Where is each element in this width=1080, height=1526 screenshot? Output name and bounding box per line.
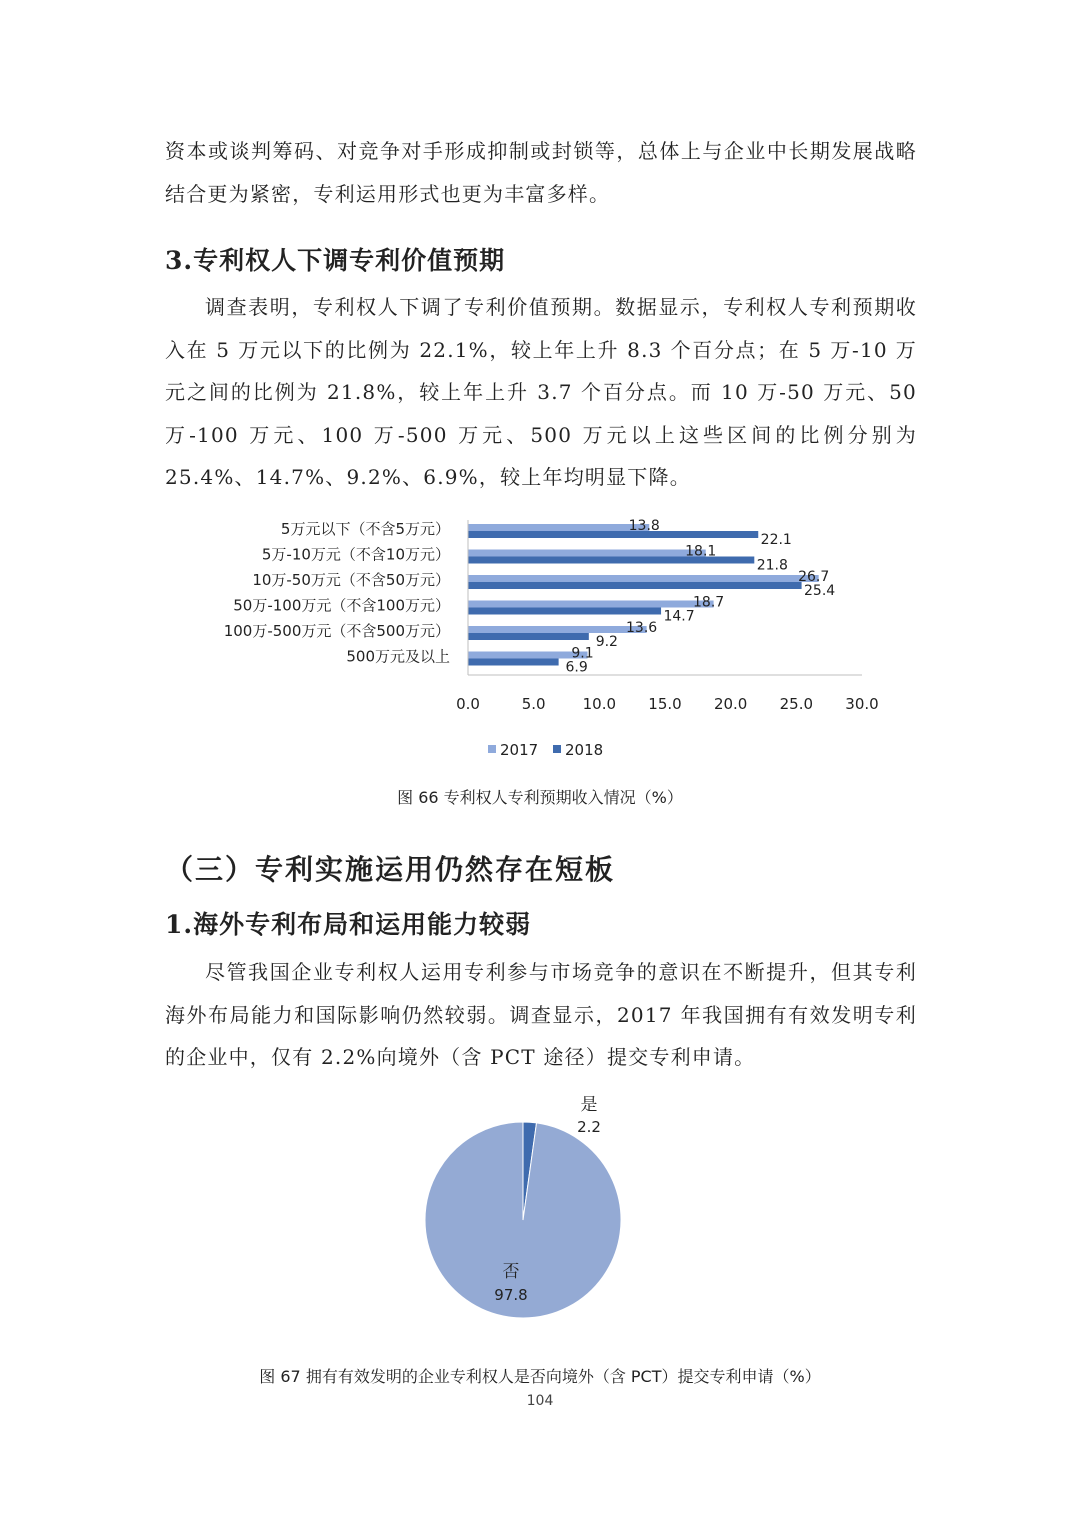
bar-value-label: 18.1 <box>685 543 717 560</box>
section-3-heading: 3.专利权人下调专利价值预期 <box>165 246 506 275</box>
section-1-heading: 1.海外专利布局和运用能力较弱 <box>165 910 532 939</box>
category-label: 100万-500万元（不含500万元） <box>223 622 450 640</box>
pie-value-no: 97.8 <box>494 1286 528 1304</box>
bar-value-label: 6.9 <box>565 659 588 676</box>
x-tick-label: 15.0 <box>648 695 682 713</box>
bar-2017 <box>468 601 714 608</box>
bar-2018 <box>468 659 559 666</box>
category-label: 5万-10万元（不含10万元） <box>261 545 450 564</box>
x-tick-label: 30.0 <box>845 695 879 713</box>
pie-label-yes: 是 <box>580 1095 598 1115</box>
bar-2017 <box>468 550 706 557</box>
bar-2017 <box>468 626 647 633</box>
legend-swatch-2017 <box>488 745 496 753</box>
intro-paragraph: 资本或谈判筹码、对竞争对手形成抑制或封锁等，总体上与企业中长期发展战略结合更为紧密，专利运用形式也更为丰富多样。 <box>165 139 917 206</box>
category-label: 500万元及以上 <box>346 647 450 666</box>
bar-2017 <box>468 652 588 659</box>
category-label: 50万-100万元（不含100万元） <box>233 596 450 615</box>
section-3-paragraph: 调查表明，专利权人下调了专利价值预期。数据显示，专利权人专利预期收入在 5 万元以下的比例为 22.1%，较上年上升 8.3 个百分点；在 5 万-10 万元之间的比例为 21.8%，较上年上升 3.7 个百分点。而 10 万-50 万元、50 万-100 万元、100 万-500 万元、500 万元以上这些区间的比例分别为 25.4%、14.7%、9.2%、6.9%，较上年均明显下降。 <box>165 295 917 489</box>
pie-value-yes: 2.2 <box>577 1118 601 1136</box>
bar-value-label: 9.2 <box>595 634 618 650</box>
pie-label-no: 否 <box>502 1262 520 1282</box>
bar-value-label: 22.1 <box>760 532 792 548</box>
legend-swatch-2018 <box>553 745 561 753</box>
category-label: 5万元以下（不含5万元） <box>280 520 450 538</box>
figure-67-caption: 图 67 拥有有效发明的企业专利权人是否向境外（含 PCT）提交专利申请（%） <box>259 1367 821 1386</box>
page-number: 104 <box>526 1393 554 1409</box>
bar-value-label: 13.8 <box>628 518 660 534</box>
x-tick-label: 10.0 <box>582 695 617 713</box>
x-tick-label: 5.0 <box>521 695 546 713</box>
bar-value-label: 13.6 <box>626 620 658 636</box>
bar-2017 <box>468 575 819 582</box>
overseas-filing-pie-chart <box>0 1090 1080 1340</box>
bar-2018 <box>468 582 802 589</box>
category-label: 10万-50万元（不含50万元） <box>252 571 450 589</box>
x-tick-label: 20.0 <box>713 695 748 713</box>
figure-66-caption: 图 66 专利权人专利预期收入情况（%） <box>397 788 683 807</box>
legend-label-2017: 2017 <box>500 741 539 759</box>
bar-value-label: 9.1 <box>571 645 594 662</box>
income-expectation-bar-chart <box>0 510 1080 770</box>
bar-2018 <box>468 633 589 640</box>
section-1-paragraph: 尽管我国企业专利权人运用专利参与市场竞争的意识在不断提升，但其专利海外布局能力和国际影响仍然较弱。调查显示，2017 年我国拥有有效发明专利的企业中，仅有 2.2%向境外（含 PCT 途径）提交专利申请。 <box>165 960 917 1069</box>
x-tick-label: 25.0 <box>779 695 814 713</box>
bar-2018 <box>468 531 758 538</box>
bar-2018 <box>468 608 661 615</box>
bar-value-label: 25.4 <box>804 583 836 599</box>
bar-value-label: 14.7 <box>663 608 695 625</box>
bar-value-label: 21.8 <box>756 557 788 574</box>
bar-value-label: 26.7 <box>798 569 830 585</box>
part-3-heading: （三）专利实施运用仍然存在短板 <box>165 853 616 886</box>
legend-label-2018: 2018 <box>565 741 604 759</box>
bar-value-label: 18.7 <box>693 594 725 611</box>
bar-2017 <box>468 524 649 531</box>
x-tick-label: 0.0 <box>456 695 480 713</box>
